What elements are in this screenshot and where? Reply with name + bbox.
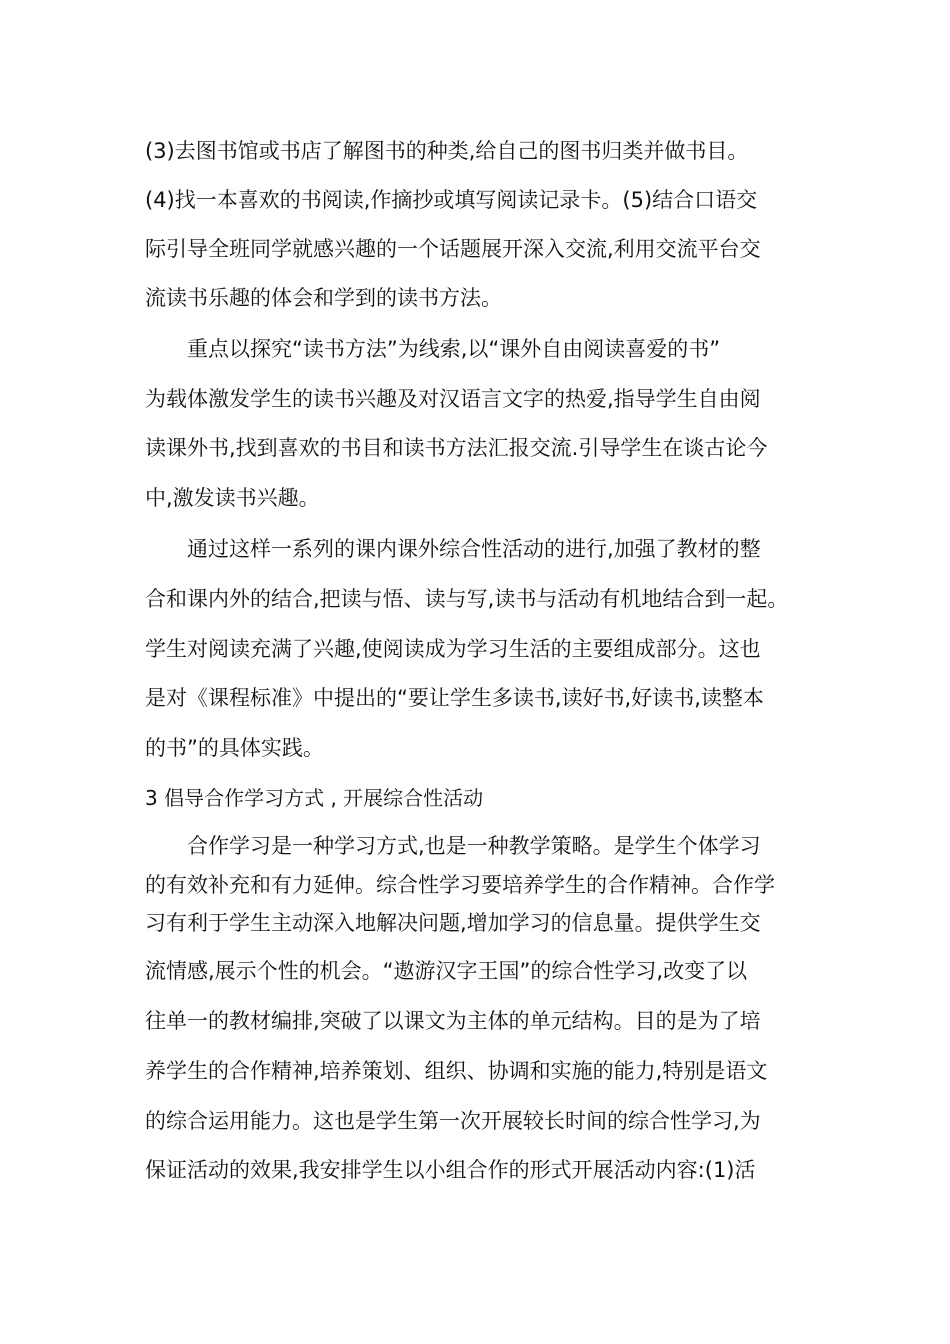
- paragraph-line: 的有效补充和有力延伸。综合性学习要培养学生的合作精神。合作学: [145, 873, 775, 897]
- paragraph-line: 际引导全班同学就感兴趣的一个话题展开深入交流,利用交流平台交: [145, 237, 761, 261]
- paragraph-line: 合和课内外的结合,把读与悟、读与写,读书与活动有机地结合到一起。: [145, 587, 789, 611]
- paragraph-line: 合作学习是一种学习方式,也是一种教学策略。是学生个体学习: [187, 834, 761, 858]
- paragraph-line: 重点以探究“读书方法”为线索,以“课外自由阅读喜爱的书”: [187, 337, 721, 361]
- paragraph-line: 的综合运用能力。这也是学生第一次开展较长时间的综合性学习,为: [145, 1109, 761, 1133]
- paragraph-line: 中,激发读书兴趣。: [145, 486, 320, 510]
- paragraph-line: 为载体激发学生的读书兴趣及对汉语言文字的热爱,指导学生自由阅: [145, 387, 761, 411]
- paragraph-line: 养学生的合作精神,培养策划、组织、协调和实施的能力,特别是语文: [145, 1059, 768, 1083]
- section-heading: 3 倡导合作学习方式 , 开展综合性活动: [145, 786, 484, 810]
- paragraph-line: (3)去图书馆或书店了解图书的种类,给自己的图书归类并做书目。: [145, 139, 749, 163]
- paragraph-line: 是对《课程标准》中提出的“要让学生多读书,读好书,好读书,读整本: [145, 686, 764, 710]
- paragraph-line: 往单一的教材编排,突破了以课文为主体的单元结构。目的是为了培: [145, 1009, 761, 1033]
- paragraph-line: 的书”的具体实践。: [145, 736, 324, 760]
- paragraph-line: 读课外书,找到喜欢的书目和读书方法汇报交流.引导学生在谈古论今: [145, 436, 768, 460]
- paragraph-line: 流情感,展示个性的机会。“遨游汉字王国”的综合性学习,改变了以: [145, 959, 748, 983]
- paragraph-line: 通过这样一系列的课内课外综合性活动的进行,加强了教材的整: [187, 537, 761, 561]
- paragraph-line: 习有利于学生主动深入地解决问题,增加学习的信息量。提供学生交: [145, 911, 761, 935]
- paragraph-line: 保证活动的效果,我安排学生以小组合作的形式开展活动内容:(1)活: [145, 1158, 756, 1182]
- paragraph-line: 流读书乐趣的体会和学到的读书方法。: [145, 286, 502, 310]
- paragraph-line: (4)找一本喜欢的书阅读,作摘抄或填写阅读记录卡。(5)结合口语交: [145, 188, 758, 212]
- paragraph-line: 学生对阅读充满了兴趣,使阅读成为学习生活的主要组成部分。这也: [145, 637, 761, 661]
